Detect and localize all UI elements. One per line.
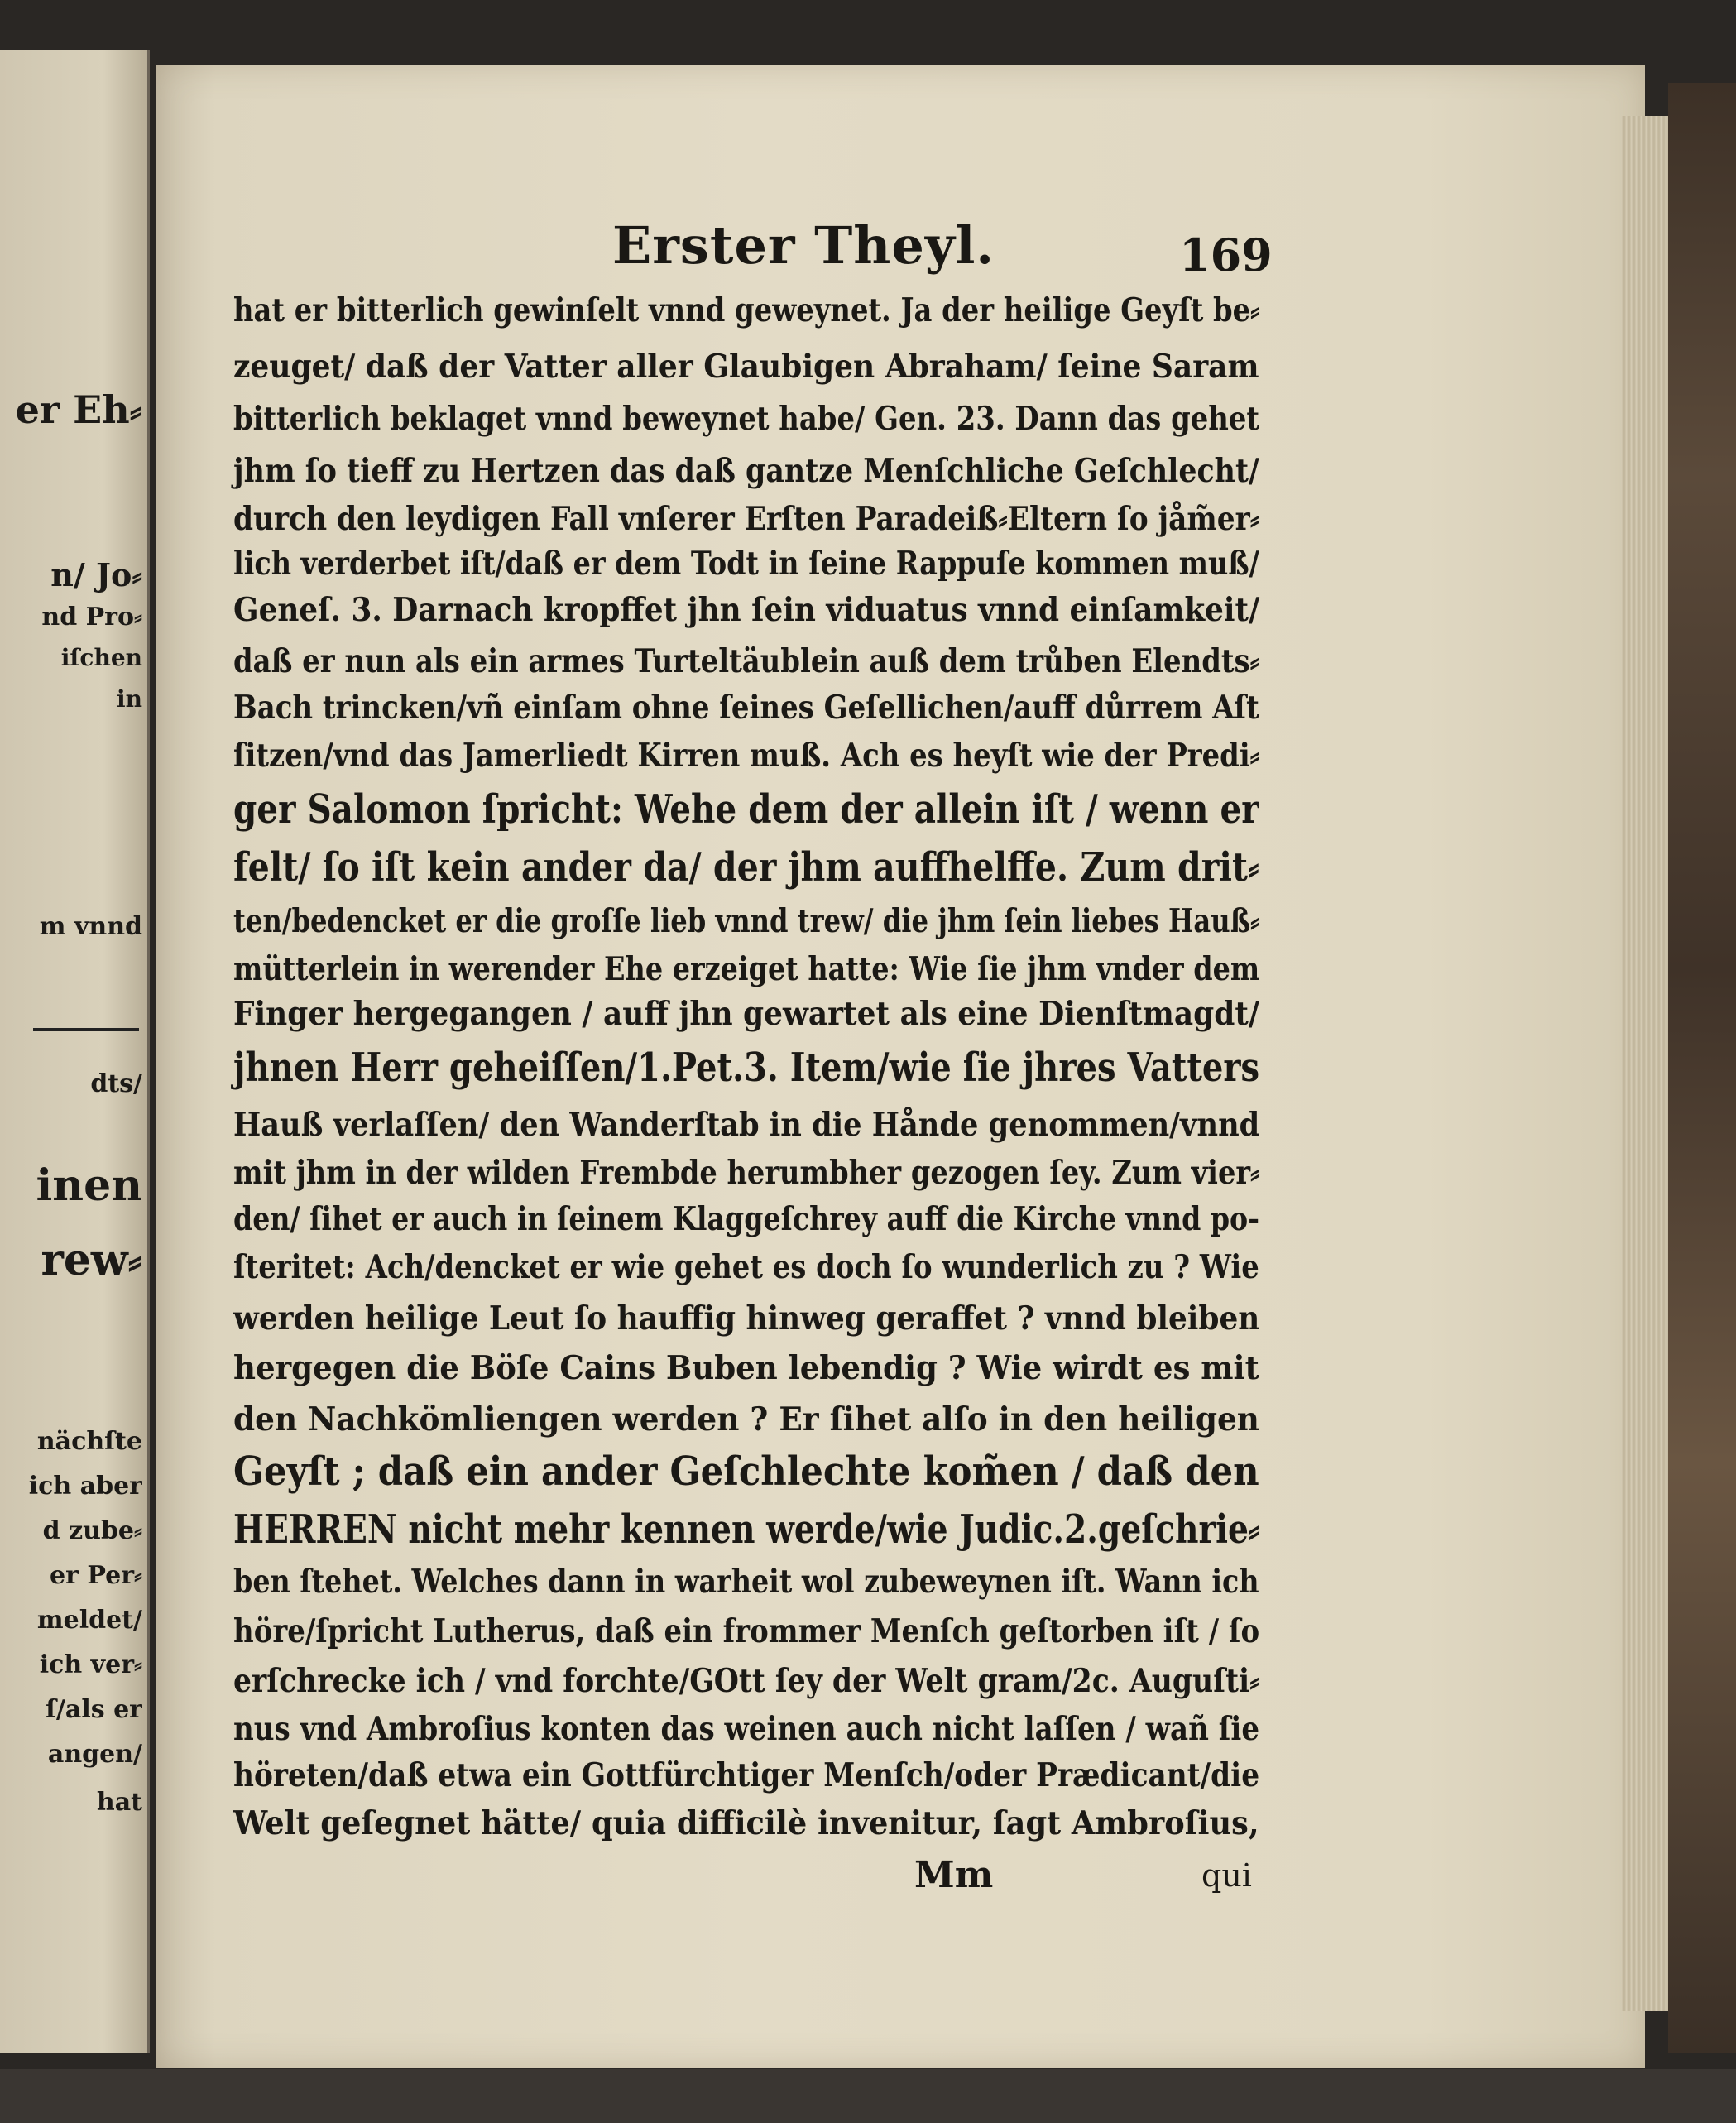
text-line: Geyſt ; daß ein ander Geſchlechte kom̃en / daß den <box>233 1448 1259 1495</box>
text-line: HERREN nicht mehr kennen werde/wie Judic.2.geſchrie⸗ <box>233 1506 1259 1553</box>
text-line: Hauß verlaſſen/ den Wanderſtab in die Hånde genommen/vnnd <box>233 1106 1260 1144</box>
left-page-fragment: ich ver⸗ <box>39 1650 142 1679</box>
text-line: felt/ ſo iſt kein ander da/ der jhm auffhelffe. Zum drit⸗ <box>233 844 1259 891</box>
catchword: qui <box>1201 1857 1252 1894</box>
text-line: zeuget/ daß der Vatter aller Glaubigen Abraham/ ſeine Saram <box>233 348 1259 386</box>
text-line: Finger hergegangen / auff jhn gewartet als eine Dienſtmagdt/ <box>233 995 1260 1033</box>
text-line: den Nachkömliengen werden ? Er ſihet alſo in den heiligen <box>233 1400 1259 1439</box>
text-line: hat er bitterlich gewinſelt vnnd geweynet. Ja der heilige Geyſt be⸗ <box>233 291 1260 329</box>
text-line: ger Salomon ſpricht: Wehe dem der allein iſt / wenn er <box>233 786 1259 833</box>
left-page-fragment: hat <box>96 1788 142 1817</box>
left-page-fragment: dts/ <box>90 1069 142 1098</box>
text-line: durch den leydigen Fall vnſerer Erſten Paradeiß⸗Eltern ſo jåm̃er⸗ <box>233 500 1260 538</box>
text-line: mütterlein in werender Ehe erzeiget hatte: Wie ſie jhm vnder dem <box>233 950 1260 988</box>
left-page-fragment: ich aber <box>28 1472 142 1501</box>
text-line: ſitzen/vnd das Jamerliedt Kirren muß. Ach es heyſt wie der Predi⸗ <box>233 737 1259 775</box>
text-line: erſchrecke ich / vnd forchte/GOtt ſey der Welt gram/2c. Auguſti⸗ <box>233 1662 1259 1700</box>
text-line: Geneſ. 3. Darnach kropffet jhn ſein viduatus vnnd einſamkeit/ <box>233 591 1260 629</box>
left-page-fragment: n/ Jo⸗ <box>50 556 142 593</box>
text-line: bitterlich beklaget vnnd beweynet habe/ Gen. 23. Dann das gehet <box>233 400 1260 438</box>
left-page-fragment: rew⸗ <box>41 1235 142 1285</box>
text-line: Bach trincken/vñ einſam ohne ſeines Geſellichen/auff důrrem Aſt <box>233 689 1259 727</box>
text-line: höre/ſpricht Lutherus, daß ein frommer Menſch geſtorben iſt / ſo <box>233 1612 1260 1650</box>
text-line: Welt geſegnet hätte/ quia difficilè invenitur, ſagt Ambroſius, <box>233 1804 1259 1842</box>
left-page-fragment: angen/ <box>47 1740 142 1769</box>
background-strip <box>0 2069 1736 2123</box>
left-page-fragment: inen <box>36 1160 142 1211</box>
page-number: 169 <box>1179 228 1273 281</box>
signature-mark: Mm <box>914 1854 994 1896</box>
previous-page-edge <box>0 50 150 2053</box>
left-page-fragment: iſchen <box>60 644 142 671</box>
left-page-fragment: m vnnd <box>39 912 142 941</box>
text-line: ſteritet: Ach/dencket er wie gehet es doch ſo wunderlich zu ? Wie <box>233 1248 1259 1286</box>
text-line: nus vnd Ambroſius konten das weinen auch nicht laſſen / wañ ſie <box>233 1710 1260 1748</box>
page-stack-edge <box>1622 116 1668 2011</box>
left-page-fragment: er Per⸗ <box>50 1561 142 1590</box>
left-page-fragment: ſ/als er <box>46 1695 142 1724</box>
text-line: jhnen Herr geheiſſen/1.Pet.3. Item/wie ſie jhres Vatters <box>233 1045 1260 1091</box>
text-line: daß er nun als ein armes Turteltäublein auß dem trůben Elendts⸗ <box>233 642 1259 680</box>
left-page-fragment: nd Pro⸗ <box>41 603 142 632</box>
book-cover-edge <box>1668 83 1736 2053</box>
left-page-fragment: in <box>117 685 142 713</box>
left-page-fragment: er Eh⸗ <box>15 387 142 432</box>
text-line: ten/bedencket er die groſſe lieb vnnd trew/ die jhm ſein liebes Hauß⸗ <box>233 902 1259 940</box>
text-line: mit jhm in der wilden Frembde herumbher gezogen ſey. Zum vier⸗ <box>233 1154 1260 1192</box>
left-page-rule <box>33 1028 139 1031</box>
running-head: Erster Theyl. <box>612 215 995 276</box>
text-line: lich verderbet iſt/daß er dem Todt in ſeine Rappuſe kommen muß/ <box>233 545 1259 583</box>
text-line: werden heilige Leut ſo hauffig hinweg geraffet ? vnnd bleiben <box>233 1299 1260 1338</box>
left-page-fragment: meldet/ <box>36 1606 142 1635</box>
text-line: jhm ſo tieff zu Hertzen das daß gantze Menſchliche Geſchlecht/ <box>233 452 1259 490</box>
left-page-fragment: d zube⸗ <box>42 1516 142 1545</box>
text-line: hergegen die Böſe Cains Buben lebendig ? Wie wirdt es mit <box>233 1349 1259 1387</box>
text-line: ben ſtehet. Welches dann in warheit wol zubeweynen iſt. Wann ich <box>233 1563 1259 1601</box>
left-page-fragment: nächſte <box>36 1427 142 1456</box>
text-line: den/ ſihet er auch in ſeinem Klaggeſchrey auff die Kirche vnnd po- <box>233 1200 1259 1238</box>
text-line: höreten/daß etwa ein Gottfürchtiger Menſch/oder Prædicant/die <box>233 1756 1260 1794</box>
